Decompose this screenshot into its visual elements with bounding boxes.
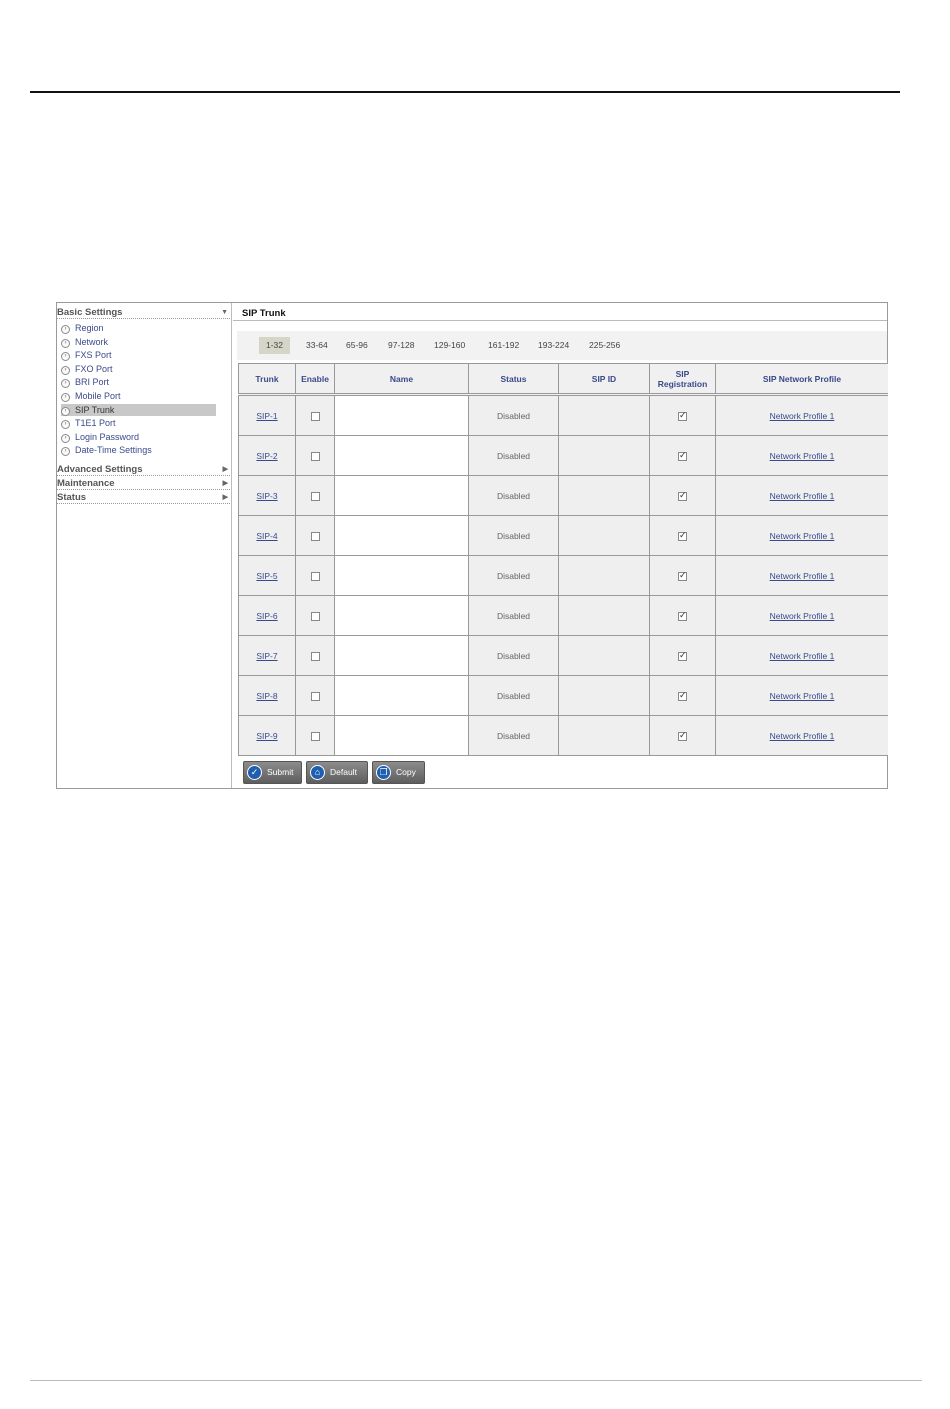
range-tab-33-64[interactable]: 33-64 bbox=[306, 340, 328, 350]
trunk-link[interactable]: SIP-7 bbox=[256, 650, 278, 661]
copy-icon: ❐ bbox=[376, 765, 391, 780]
trunk-link[interactable]: SIP-5 bbox=[256, 570, 278, 581]
network-profile-link[interactable]: Network Profile 1 bbox=[769, 410, 835, 421]
range-tab-1-32[interactable]: 1-32 bbox=[259, 337, 290, 354]
table-row bbox=[239, 436, 889, 476]
cell-name bbox=[335, 556, 469, 596]
header-line: SIP bbox=[675, 368, 690, 379]
network-profile-link[interactable]: Network Profile 1 bbox=[769, 450, 835, 461]
table-row bbox=[239, 636, 889, 676]
network-profile-link[interactable]: Network Profile 1 bbox=[769, 610, 835, 621]
table-header-row bbox=[239, 364, 889, 395]
table-row bbox=[239, 596, 889, 636]
circle-arrow-icon: › bbox=[61, 407, 70, 416]
range-tab-97-128[interactable]: 97-128 bbox=[388, 340, 415, 350]
cell-network-profile bbox=[716, 676, 889, 716]
cell-status: Disabled bbox=[469, 636, 559, 676]
network-profile-link[interactable]: Network Profile 1 bbox=[769, 690, 835, 701]
page-footer-rule bbox=[30, 1380, 922, 1381]
cell-name bbox=[335, 516, 469, 556]
sidebar-item-t1e1-port[interactable] bbox=[61, 417, 216, 429]
section-label: Maintenance bbox=[57, 478, 115, 489]
cell-registration bbox=[650, 395, 716, 436]
sidebar-item-network[interactable] bbox=[61, 336, 216, 348]
table-row bbox=[239, 516, 889, 556]
cell-trunk bbox=[239, 676, 296, 716]
circle-arrow-icon: › bbox=[61, 447, 70, 456]
circle-arrow-icon: › bbox=[61, 379, 70, 388]
sidebar-item-label: Login Password bbox=[75, 431, 140, 442]
sidebar bbox=[57, 303, 232, 788]
range-tabs bbox=[237, 331, 887, 360]
cell-sip-id bbox=[559, 716, 650, 756]
section-label: Basic Settings bbox=[57, 307, 123, 318]
cell-registration bbox=[650, 516, 716, 556]
col-header-trunk[interactable]: Trunk bbox=[239, 364, 296, 395]
trunk-link[interactable]: SIP-2 bbox=[256, 450, 278, 461]
enable-checkbox[interactable] bbox=[311, 532, 320, 541]
range-tab-161-192[interactable]: 161-192 bbox=[488, 340, 520, 350]
sidebar-item-date-time-settings[interactable] bbox=[61, 444, 216, 456]
cell-registration bbox=[650, 436, 716, 476]
table-row bbox=[239, 676, 889, 716]
cell-trunk bbox=[239, 395, 296, 436]
cell-registration bbox=[650, 556, 716, 596]
trunk-link[interactable]: SIP-4 bbox=[256, 530, 278, 541]
home-icon: ⌂ bbox=[310, 765, 325, 780]
cell-network-profile bbox=[716, 716, 889, 756]
trunk-table-container[interactable] bbox=[238, 363, 888, 757]
cell-sip-id bbox=[559, 516, 650, 556]
section-maintenance[interactable] bbox=[57, 478, 230, 490]
enable-checkbox[interactable] bbox=[311, 412, 320, 421]
cell-network-profile bbox=[716, 476, 889, 516]
sidebar-item-fxo-port[interactable] bbox=[61, 363, 216, 375]
sidebar-item-region[interactable] bbox=[61, 322, 216, 334]
col-header-enable[interactable]: Enable bbox=[296, 364, 335, 395]
cell-status: Disabled bbox=[469, 516, 559, 556]
range-tab-225-256[interactable]: 225-256 bbox=[589, 340, 621, 350]
copy-button[interactable] bbox=[372, 761, 425, 784]
sidebar-item-label: FXO Port bbox=[75, 363, 113, 374]
cell-name bbox=[335, 636, 469, 676]
sidebar-item-fxs-port[interactable] bbox=[61, 349, 216, 361]
network-profile-link[interactable]: Network Profile 1 bbox=[769, 570, 835, 581]
cell-enable bbox=[296, 556, 335, 596]
network-profile-link[interactable]: Network Profile 1 bbox=[769, 490, 835, 501]
enable-checkbox[interactable] bbox=[311, 452, 320, 461]
trunk-link[interactable]: SIP-9 bbox=[256, 730, 278, 741]
trunk-link[interactable]: SIP-8 bbox=[256, 690, 278, 701]
col-header-network-profile[interactable]: SIP Network Profile bbox=[716, 364, 889, 395]
cell-status: Disabled bbox=[469, 556, 559, 596]
col-header-sip-registration[interactable] bbox=[650, 364, 716, 395]
header-line: Registration bbox=[657, 378, 708, 389]
circle-arrow-icon: › bbox=[61, 420, 70, 429]
app-window bbox=[56, 302, 888, 789]
cell-registration bbox=[650, 596, 716, 636]
sidebar-item-label: Mobile Port bbox=[75, 391, 121, 401]
cell-registration bbox=[650, 636, 716, 676]
registration-checkbox[interactable] bbox=[678, 412, 687, 421]
network-profile-link[interactable]: Network Profile 1 bbox=[769, 530, 835, 541]
cell-status: Disabled bbox=[469, 395, 559, 436]
cell-enable bbox=[296, 516, 335, 556]
cell-enable bbox=[296, 436, 335, 476]
sidebar-item-label: SIP Trunk bbox=[75, 404, 115, 415]
cell-sip-id bbox=[559, 636, 650, 676]
cell-sip-id bbox=[559, 476, 650, 516]
cell-trunk bbox=[239, 556, 296, 596]
cell-registration bbox=[650, 676, 716, 716]
cell-network-profile bbox=[716, 436, 889, 476]
cell-network-profile bbox=[716, 636, 889, 676]
cell-sip-id bbox=[559, 395, 650, 436]
cell-status: Disabled bbox=[469, 476, 559, 516]
button-label: Default bbox=[330, 767, 357, 777]
circle-arrow-icon: › bbox=[61, 366, 70, 375]
button-label: Submit bbox=[267, 767, 294, 777]
cell-name bbox=[335, 716, 469, 756]
cell-network-profile bbox=[716, 516, 889, 556]
cell-name bbox=[335, 436, 469, 476]
network-profile-link[interactable]: Network Profile 1 bbox=[769, 650, 835, 661]
cell-status: Disabled bbox=[469, 436, 559, 476]
cell-sip-id bbox=[559, 436, 650, 476]
enable-checkbox[interactable] bbox=[311, 492, 320, 501]
registration-checkbox[interactable] bbox=[678, 492, 687, 501]
cell-name bbox=[335, 596, 469, 636]
cell-status: Disabled bbox=[469, 676, 559, 716]
cell-network-profile bbox=[716, 596, 889, 636]
circle-arrow-icon: › bbox=[61, 325, 70, 334]
cell-enable bbox=[296, 716, 335, 756]
caret-right-icon: ▶ bbox=[222, 494, 228, 501]
enable-checkbox[interactable] bbox=[311, 572, 320, 581]
table-row bbox=[239, 716, 889, 756]
cell-trunk bbox=[239, 516, 296, 556]
main-panel bbox=[233, 303, 887, 788]
cell-name bbox=[335, 395, 469, 436]
registration-checkbox[interactable] bbox=[678, 732, 687, 741]
cell-enable bbox=[296, 676, 335, 716]
cell-enable bbox=[296, 476, 335, 516]
section-advanced-settings[interactable] bbox=[57, 464, 230, 476]
col-header-sip-id[interactable]: SIP ID bbox=[559, 364, 650, 395]
cell-trunk bbox=[239, 476, 296, 516]
range-tab-129-160[interactable]: 129-160 bbox=[434, 340, 466, 350]
sidebar-item-mobile-port[interactable] bbox=[61, 390, 216, 402]
table-row bbox=[239, 476, 889, 516]
page-title: SIP Trunk bbox=[233, 307, 887, 321]
cell-trunk bbox=[239, 716, 296, 756]
sidebar-item-sip-trunk[interactable] bbox=[61, 404, 216, 416]
caret-down-icon: ▼ bbox=[221, 309, 228, 316]
cell-status: Disabled bbox=[469, 716, 559, 756]
registration-checkbox[interactable] bbox=[678, 532, 687, 541]
circle-arrow-icon: › bbox=[61, 393, 70, 402]
table-row bbox=[239, 395, 889, 436]
section-label: Status bbox=[57, 492, 87, 503]
enable-checkbox[interactable] bbox=[311, 612, 320, 621]
registration-checkbox[interactable] bbox=[678, 692, 687, 701]
button-label: Copy bbox=[396, 767, 416, 777]
cell-enable bbox=[296, 596, 335, 636]
cell-status: Disabled bbox=[469, 596, 559, 636]
sidebar-item-label: BRI Port bbox=[75, 377, 110, 388]
col-header-status[interactable]: Status bbox=[469, 364, 559, 395]
cell-enable bbox=[296, 395, 335, 436]
cell-registration bbox=[650, 716, 716, 756]
network-profile-link[interactable]: Network Profile 1 bbox=[769, 730, 835, 741]
caret-right-icon: ▶ bbox=[222, 466, 228, 473]
sidebar-item-label: Region bbox=[75, 323, 104, 333]
trunk-link[interactable]: SIP-1 bbox=[256, 410, 278, 421]
sidebar-item-login-password[interactable] bbox=[61, 431, 216, 443]
sidebar-item-label: Date-Time Settings bbox=[75, 445, 152, 456]
sidebar-item-label: Network bbox=[75, 336, 109, 347]
trunk-link[interactable]: SIP-6 bbox=[256, 610, 278, 621]
section-label: Advanced Settings bbox=[57, 464, 143, 475]
default-button[interactable] bbox=[306, 761, 368, 784]
cell-sip-id bbox=[559, 556, 650, 596]
cell-sip-id bbox=[559, 676, 650, 716]
section-basic-settings[interactable] bbox=[57, 307, 230, 319]
registration-checkbox[interactable] bbox=[678, 452, 687, 461]
trunk-table bbox=[238, 363, 888, 756]
registration-checkbox[interactable] bbox=[678, 652, 687, 661]
circle-arrow-icon: › bbox=[61, 352, 70, 361]
trunk-link[interactable]: SIP-3 bbox=[256, 490, 278, 501]
enable-checkbox[interactable] bbox=[311, 692, 320, 701]
circle-arrow-icon: › bbox=[61, 339, 70, 348]
page-header-rule bbox=[30, 91, 900, 93]
range-tab-193-224[interactable]: 193-224 bbox=[538, 340, 570, 350]
table-row bbox=[239, 556, 889, 596]
submit-button[interactable] bbox=[243, 761, 302, 784]
cell-trunk bbox=[239, 636, 296, 676]
cell-registration bbox=[650, 476, 716, 516]
sidebar-item-label: T1E1 Port bbox=[75, 418, 116, 429]
registration-checkbox[interactable] bbox=[678, 612, 687, 621]
section-status[interactable] bbox=[57, 492, 230, 504]
check-icon: ✓ bbox=[247, 765, 262, 780]
enable-checkbox[interactable] bbox=[311, 732, 320, 741]
cell-name bbox=[335, 676, 469, 716]
col-header-name[interactable]: Name bbox=[335, 364, 469, 395]
circle-arrow-icon: › bbox=[61, 434, 70, 443]
cell-network-profile bbox=[716, 556, 889, 596]
cell-trunk bbox=[239, 596, 296, 636]
caret-right-icon: ▶ bbox=[222, 480, 228, 487]
enable-checkbox[interactable] bbox=[311, 652, 320, 661]
cell-network-profile bbox=[716, 395, 889, 436]
cell-sip-id bbox=[559, 596, 650, 636]
sidebar-item-label: FXS Port bbox=[75, 350, 112, 361]
cell-enable bbox=[296, 636, 335, 676]
sidebar-item-bri-port[interactable] bbox=[61, 376, 216, 388]
cell-name bbox=[335, 476, 469, 516]
range-tab-65-96[interactable]: 65-96 bbox=[346, 340, 368, 350]
cell-trunk bbox=[239, 436, 296, 476]
registration-checkbox[interactable] bbox=[678, 572, 687, 581]
